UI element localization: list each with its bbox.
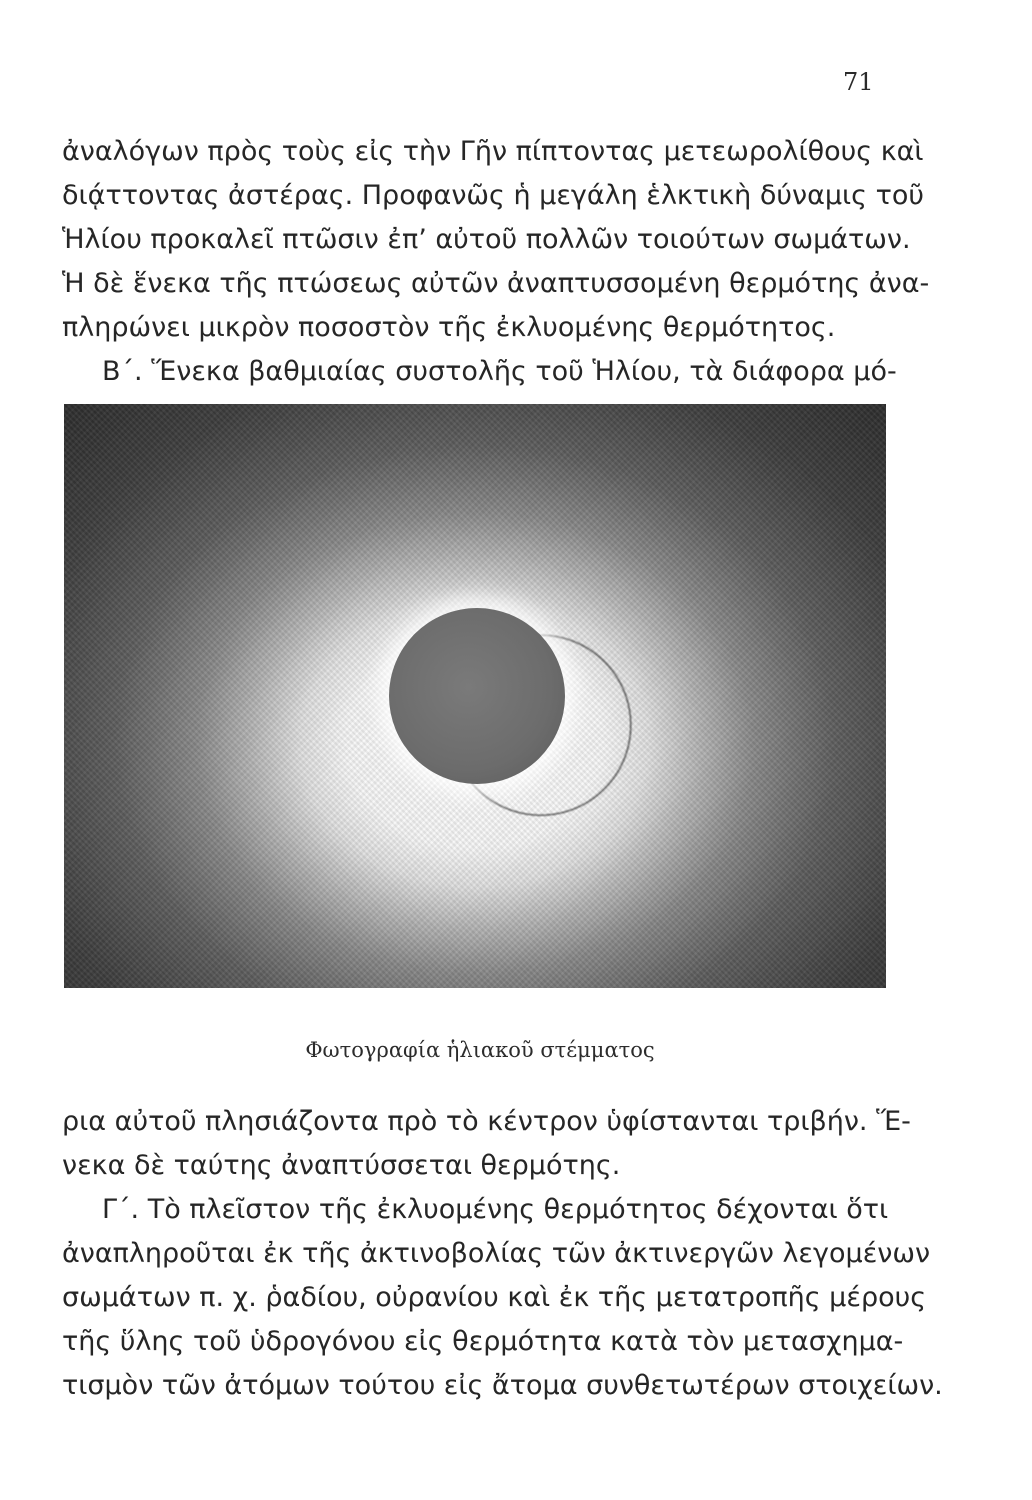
text-line: νεκα δὲ ταύτης ἀναπτύσσεται θερμότης. [62, 1150, 621, 1181]
text-line: Ἡ δὲ ἕνεκα τῆς πτώσεως αὐτῶν ἀναπτυσσομένη θερμότης ἀνα- [62, 268, 930, 299]
text-line: Β΄. Ἕνεκα βαθμιαίας συστολῆς τοῦ Ἡλίου, τὰ διάφορα μό- [102, 356, 897, 387]
text-line: τισμὸν τῶν ἀτόμων τούτου εἰς ἄτομα συνθετωτέρων στοιχείων. [62, 1370, 943, 1401]
text-line: σωμάτων π. χ. ῥαδίου, οὐρανίου καὶ ἐκ τῆς μετατροπῆς μέρους [62, 1282, 927, 1313]
top-paragraph [62, 130, 930, 394]
text-line: Γ΄. Τὸ πλεῖστον τῆς ἐκλυομένης θερμότητος δέχονται ὅτι [102, 1194, 889, 1225]
text-line: τῆς ὕλης τοῦ ὑδρογόνου εἰς θερμότητα κατὰ τὸν μετασχημα- [62, 1326, 904, 1357]
page-number: 71 [843, 68, 874, 96]
text-line: ἀναπληροῦται ἐκ τῆς ἀκτινοβολίας τῶν ἀκτινεργῶν λεγομένων [62, 1238, 931, 1269]
eclipsed-sun-disk [389, 608, 565, 784]
text-line: ρια αὐτοῦ πλησιάζοντα πρὸ τὸ κέντρον ὑφίστανται τριβήν. Ἕ- [62, 1106, 911, 1137]
text-line: πληρώνει μικρὸν ποσοστὸν τῆς ἐκλυομένης θερμότητος. [62, 312, 836, 343]
figure-caption: Φωτογραφία ἡλιακοῦ στέμματος [305, 1038, 655, 1062]
bottom-paragraph [62, 1100, 943, 1408]
text-line: διᾴττοντας ἀστέρας. Προφανῶς ἡ μεγάλη ἑλκτικὴ δύναμις τοῦ [62, 180, 925, 211]
text-line: ἀναλόγων πρὸς τοὺς εἰς τὴν Γῆν πίπτοντας μετεωρολίθους καὶ [62, 136, 924, 167]
text-line: Ἡλίου προκαλεῖ πτῶσιν ἐπ’ αὐτοῦ πολλῶν τοιούτων σωμάτων. [62, 224, 911, 255]
